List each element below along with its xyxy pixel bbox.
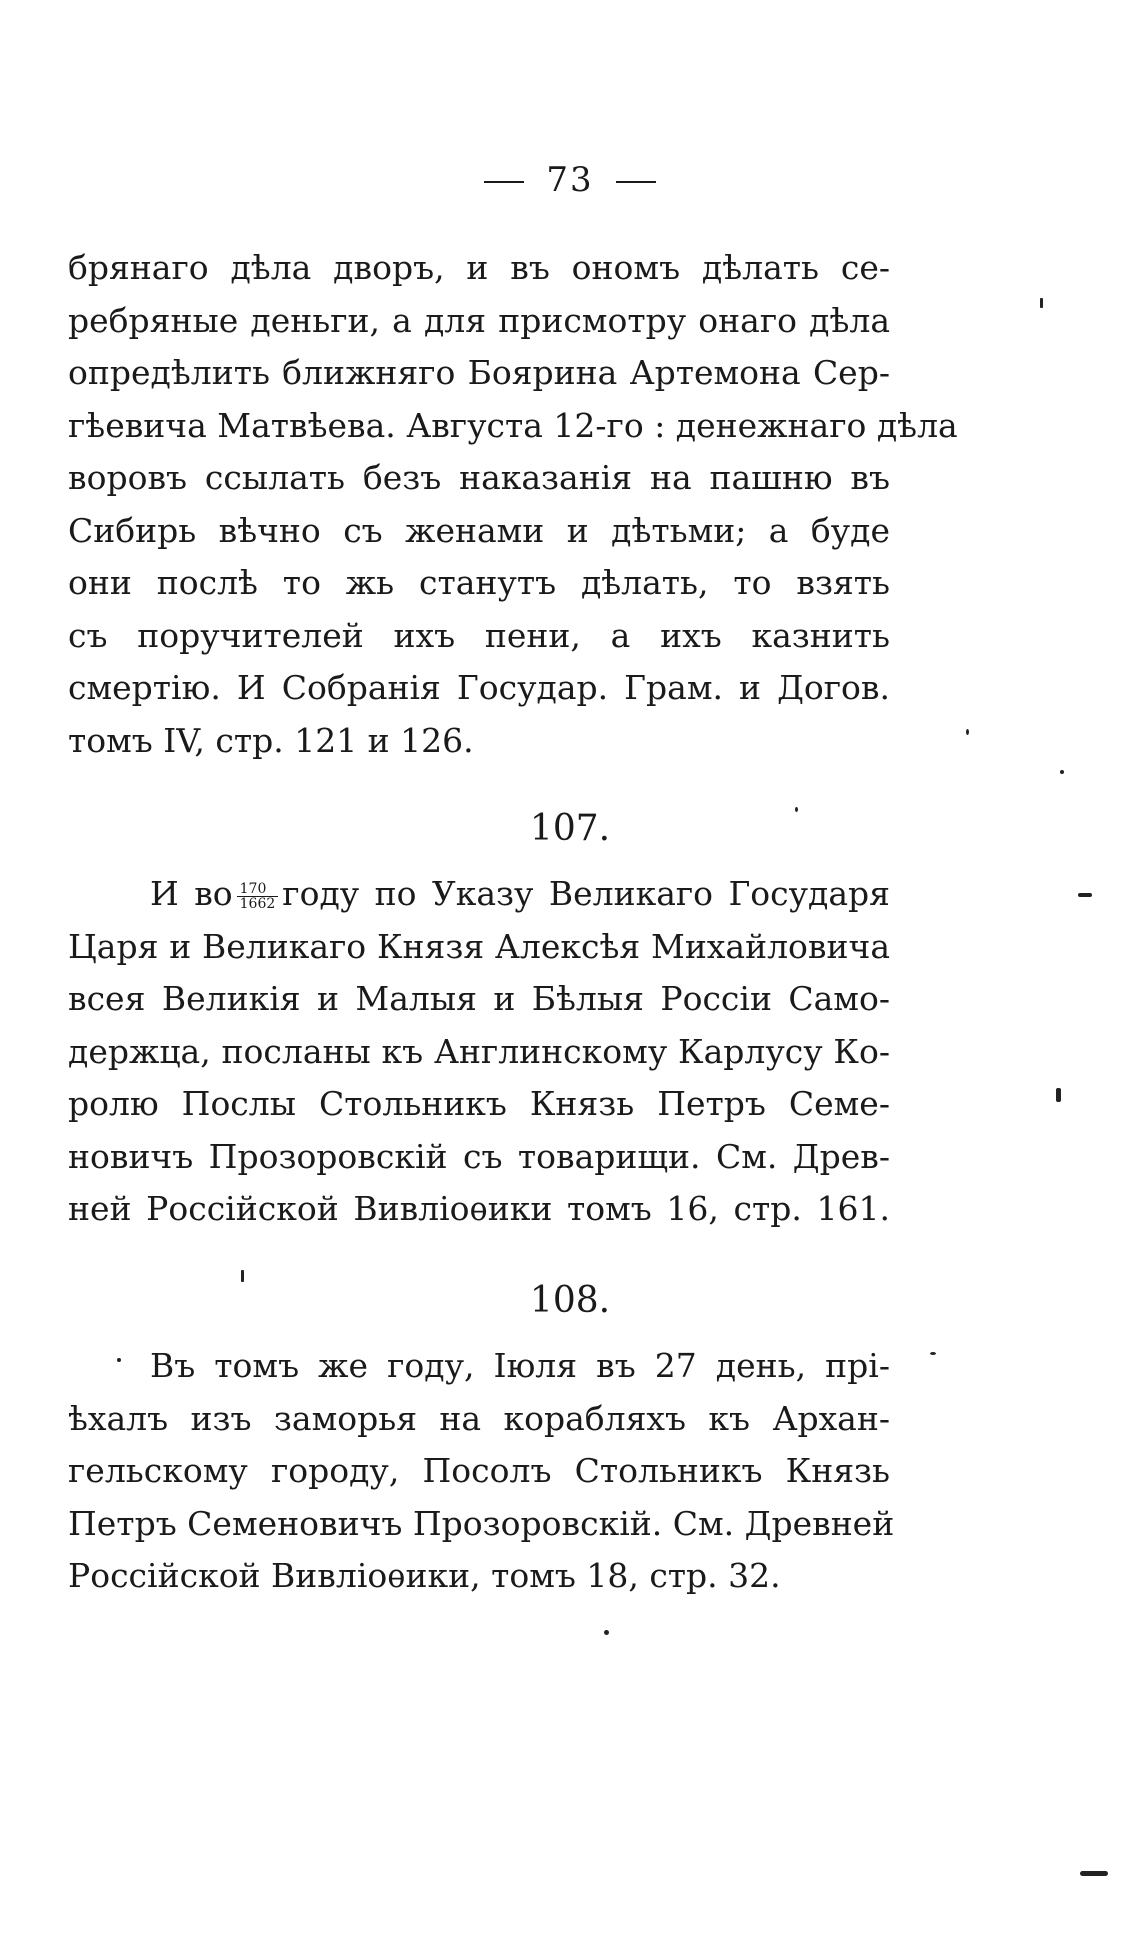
text-line: ѣхалъ изъ заморья на корабляхъ къ Архан- xyxy=(68,1398,890,1438)
scan-speck xyxy=(966,729,969,735)
text-line: воровъ ссылать безъ наказанія на пашню въ xyxy=(68,458,890,497)
text-line: ролю Послы Стольникъ Князь Петръ Семе- xyxy=(68,1084,890,1123)
page-number: 73 xyxy=(546,160,594,200)
text-line: брянаго дѣла дворъ, и въ ономъ дѣлать се- xyxy=(68,248,890,287)
text-line: Сибирь вѣчно съ женами и дѣтьми; а буде xyxy=(68,510,890,550)
scan-speck xyxy=(930,1352,936,1355)
text-line: ней Россійской Вивліоѳики томъ 16, стр. 161. xyxy=(68,1189,890,1228)
page-header xyxy=(0,160,1140,200)
text-line: держца, посланы къ Англинскому Карлусу Ко- xyxy=(68,1031,890,1071)
section-number-107: 107. xyxy=(529,808,611,849)
scan-speck xyxy=(795,807,798,812)
text-line: томъ IV, стр. 121 и 126. xyxy=(68,720,474,760)
year-fraction xyxy=(237,882,279,911)
text-line: смертію. И Собранія Госудap. Грам. и Догов. xyxy=(68,668,890,707)
scan-speck xyxy=(1056,1088,1061,1102)
text-line: гельскому городу, Посолъ Стольникъ Князь xyxy=(68,1451,890,1490)
text-line: Россійской Вивліоѳики, томъ 18, стр. 32. xyxy=(68,1556,781,1595)
text-fragment: И во xyxy=(150,874,233,913)
text-line: они послѣ то жь станутъ дѣлать, то взять xyxy=(68,563,890,602)
section-107-text xyxy=(68,868,890,1236)
scan-speck xyxy=(117,1358,121,1362)
text-line: Петръ Семеновичъ Прозоровскій. См. Древней xyxy=(68,1503,895,1543)
scan-speck xyxy=(1040,298,1043,308)
scan-speck xyxy=(1060,770,1064,774)
fraction-numerator: 170 xyxy=(237,882,279,897)
section-108-text xyxy=(68,1340,895,1603)
text-line: ребряные деньги, а для присмотру онаго дѣла xyxy=(68,300,890,340)
text-line-first: Въ томъ же году, Іюля въ 27 день, прі- xyxy=(150,1346,890,1385)
scan-speck xyxy=(1078,893,1092,897)
text-line: всея Великія и Малыя и Бѣлыя Россіи Само- xyxy=(68,979,890,1018)
text-line: опредѣлить ближняго Боярина Артемона Сер- xyxy=(68,353,890,392)
scan-speck xyxy=(604,1630,609,1635)
text-line: съ поручителей ихъ пени, а ихъ казнить xyxy=(68,615,890,655)
text-line: гѣевича Матвѣева. Августа 12-го : денежнаго дѣла xyxy=(68,405,958,445)
header-dash-left xyxy=(484,181,524,183)
paragraph-continued xyxy=(68,242,958,767)
text-line: новичъ Прозоровскій съ товарищи. См. Древ- xyxy=(68,1136,890,1176)
scan-speck xyxy=(1080,1871,1108,1876)
text-fragment: году по Указу Великаго Государя xyxy=(282,874,890,913)
fraction-denominator: 1662 xyxy=(239,895,276,912)
text-line-first xyxy=(68,868,890,921)
text-line: Царя и Великаго Князя Алексѣя Михайловича xyxy=(68,926,890,966)
scan-speck xyxy=(241,1270,244,1282)
section-number-108: 108. xyxy=(529,1280,611,1321)
header-dash-right xyxy=(616,181,656,183)
